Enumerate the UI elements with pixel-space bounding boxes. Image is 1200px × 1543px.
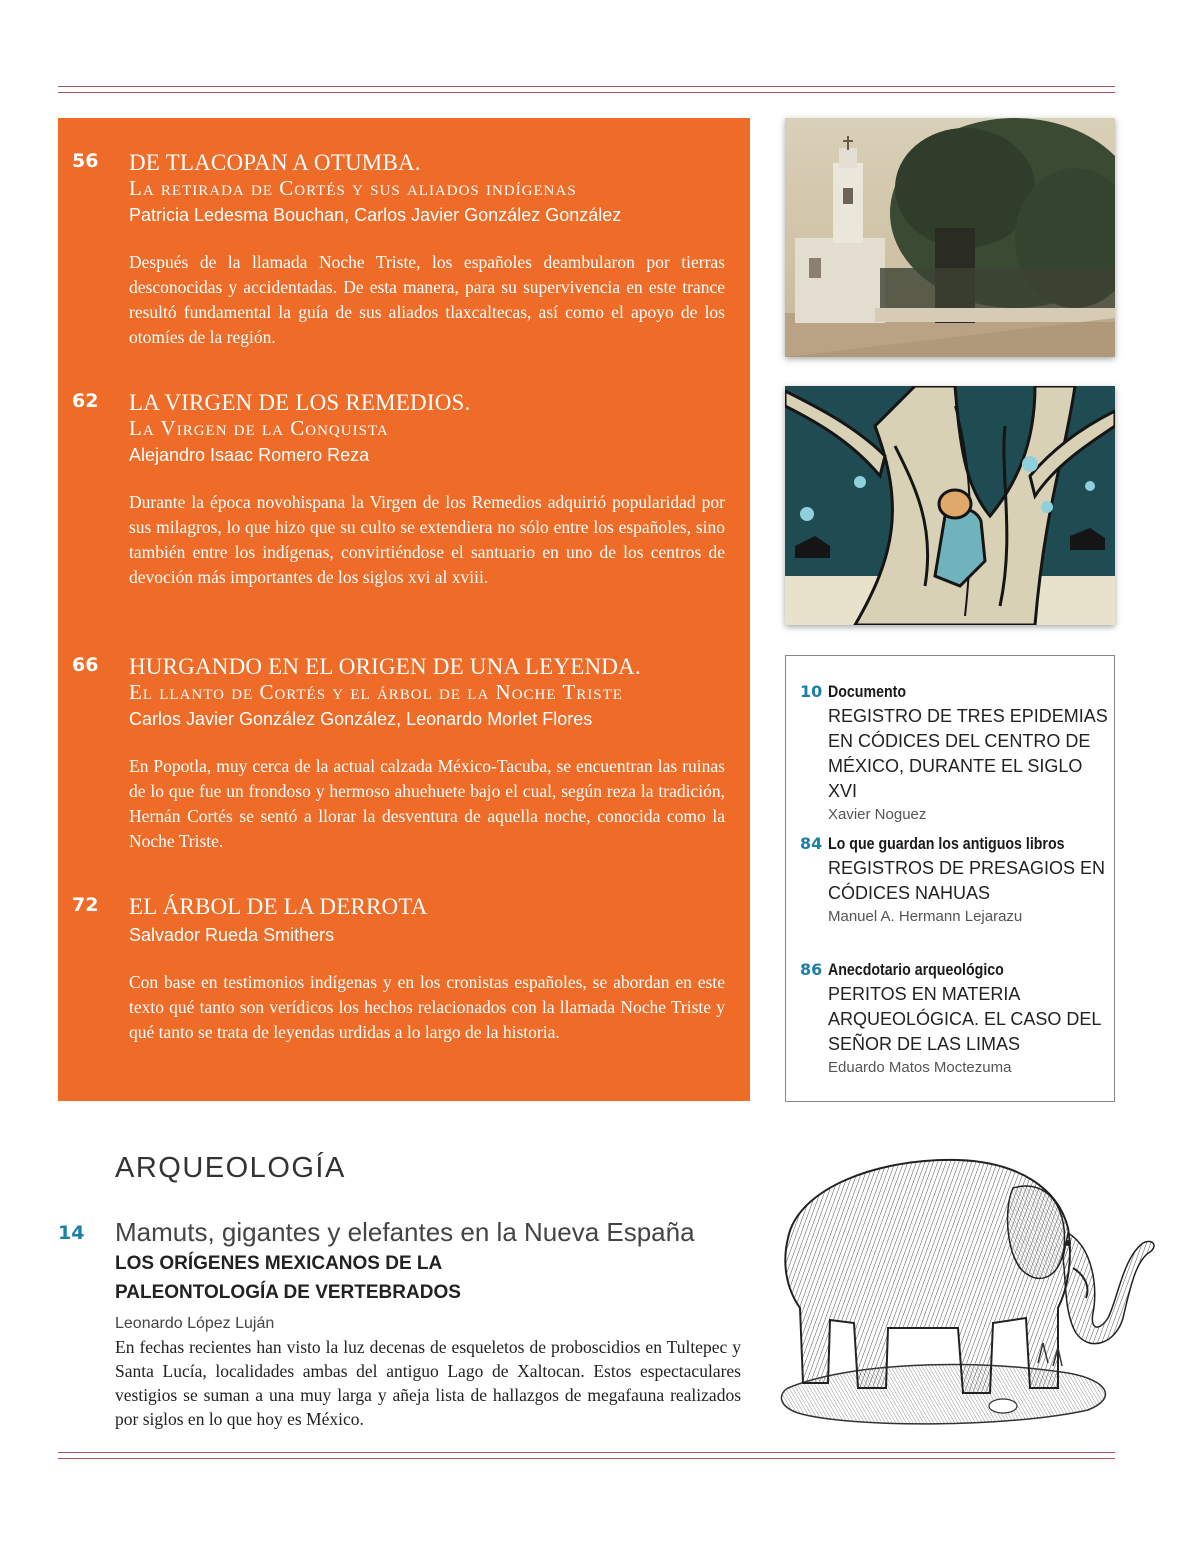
sidebar-author: Eduardo Matos Moctezuma bbox=[828, 1059, 1012, 1076]
sections-sidebar bbox=[785, 655, 1115, 1102]
article-summary: Con base en testimonios indígenas y en los cronistas españoles, se abordan en este texto qué tanto son verídicos los hechos relacionados con la llamada Noche Triste y qué tanto se trata de leyendas urdidas a lo largo de la historia. bbox=[129, 972, 725, 1042]
article-author: Patricia Ledesma Bouchan, Carlos Javier González González bbox=[129, 205, 622, 225]
noche-triste-illustration bbox=[785, 386, 1115, 625]
section-name: Lo que guardan los antiguos libros bbox=[828, 835, 1065, 853]
sidebar-title: REGISTROS DE PRESAGIOS EN CÓDICES NAHUAS bbox=[828, 858, 1106, 903]
article-title: DE TLACOPAN A OTUMBA. bbox=[129, 150, 421, 175]
page-number: 86 bbox=[800, 960, 823, 979]
sidebar-author: Manuel A. Hermann Lejarazu bbox=[828, 908, 1023, 925]
article-subtitle: LOS ORÍGENES MEXICANOS DE LA PALEONTOLOGÍA DE VERTEBRADOS bbox=[115, 1253, 461, 1303]
article-title: LA VIRGEN DE LOS REMEDIOS. bbox=[129, 390, 471, 415]
article-author: Salvador Rueda Smithers bbox=[129, 925, 335, 945]
page-number: 72 bbox=[72, 894, 99, 916]
page-number: 84 bbox=[800, 834, 823, 853]
article-summary: Después de la llamada Noche Triste, los españoles deambularon por tierras desconocidas y accidentadas. De esta manera, para su supervivencia en este trance resultó fundamental la guía de sus aliados tlaxcaltecas, así como el apoyo de los otomíes de la región. bbox=[129, 252, 725, 347]
sidebar-title: PERITOS EN MATERIA ARQUEOLÓGICA. EL CASO DEL SEÑOR DE LAS LIMAS bbox=[828, 984, 1101, 1054]
page-number: 10 bbox=[800, 682, 823, 701]
section-name: Documento bbox=[828, 683, 907, 701]
article-subtitle: La Virgen de la Conquista bbox=[129, 416, 389, 440]
article-author: Alejandro Isaac Romero Reza bbox=[129, 445, 370, 465]
elephant-engraving bbox=[768, 1148, 1160, 1428]
featured-articles-panel bbox=[58, 118, 750, 1101]
article-summary: En Popotla, muy cerca de la actual calzada México-Tacuba, se encuentran las ruinas de lo que fue un frondoso y hermoso ahuehuete bajo el cual, según reza la tradición, Hernán Cortés se sentó a llorar la desventura de aquella noche, conocida como la Noche Triste. bbox=[129, 756, 725, 851]
church-tree-photo bbox=[785, 118, 1115, 357]
article-author: Leonardo López Luján bbox=[115, 1315, 275, 1332]
page-number: 66 bbox=[72, 654, 99, 676]
section-name: Anecdotario arqueológico bbox=[828, 961, 1004, 979]
sidebar-title: REGISTRO DE TRES EPIDEMIAS EN CÓDICES DEL CENTRO DE MÉXICO, DURANTE EL SIGLO XVI bbox=[828, 706, 1108, 801]
article-title: EL ÁRBOL DE LA DERROTA bbox=[129, 894, 428, 919]
page-number: 14 bbox=[58, 1222, 85, 1244]
bottom-rule bbox=[58, 1452, 1115, 1459]
sidebar-author: Xavier Noguez bbox=[828, 806, 927, 823]
article-summary: Durante la época novohispana la Virgen de los Remedios adquirió popularidad por sus milagros, lo que hizo que su culto se extendiera no sólo entre los españoles, sino también entre los indígenas, convirtiéndose el santuario en uno de los centros de devoción más importantes de los siglos xvi al xviii. bbox=[129, 492, 725, 587]
page-number: 56 bbox=[72, 150, 99, 172]
section-heading: ARQUEOLOGÍA bbox=[115, 1152, 346, 1184]
arqueologia-article[interactable] bbox=[115, 1215, 775, 1431]
page-number: 62 bbox=[72, 390, 99, 412]
article-subtitle: La retirada de Cortés y sus aliados indígenas bbox=[129, 176, 577, 200]
article-title: Mamuts, gigantes y elefantes en la Nueva España bbox=[115, 1217, 695, 1247]
article-summary: En fechas recientes han visto la luz decenas de esqueletos de proboscidios en Tultepec y Santa Lucía, localidades ambas del antiguo Lago de Xaltocan. Estos espectaculares vestigios se suman a una muy larga y añeja lista de hallazgos de megafauna realizados por siglos en lo que hoy es México. bbox=[115, 1337, 741, 1429]
article-subtitle: El llanto de Cortés y el árbol de la Noche Triste bbox=[129, 680, 623, 704]
top-rule bbox=[58, 86, 1115, 93]
article-title: HURGANDO EN EL ORIGEN DE UNA LEYENDA. bbox=[129, 654, 641, 679]
article-author: Carlos Javier González González, Leonardo Morlet Flores bbox=[129, 709, 593, 729]
